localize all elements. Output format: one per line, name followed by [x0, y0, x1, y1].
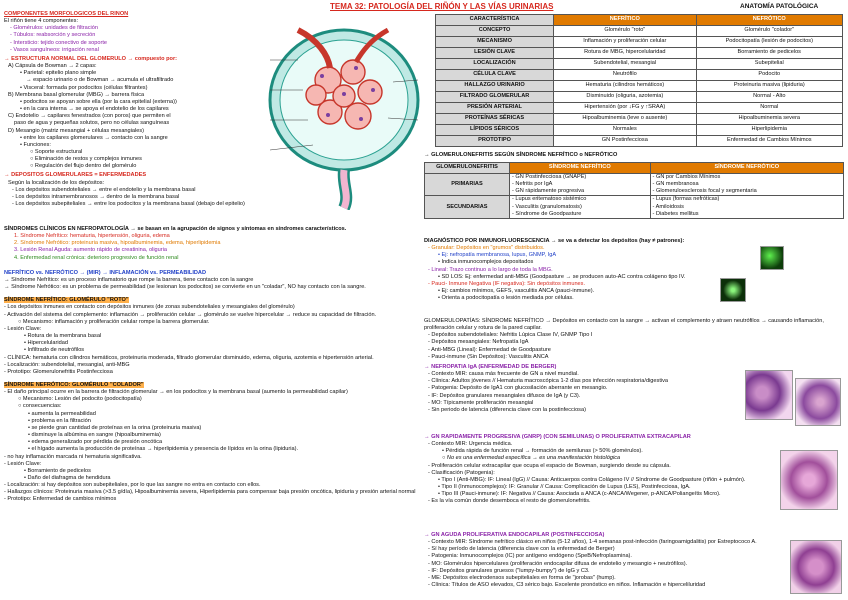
table-row — [436, 37, 843, 48]
text-line: • Daño del diafragma de hendidura — [24, 475, 111, 481]
text-line: D) Mesangio (matriz mesangial + células mesangiales) — [8, 127, 145, 134]
text-line: • Parietal: epitelio plano simple — [20, 70, 97, 77]
table-cell: PROTOTIPO — [436, 136, 554, 147]
table-row — [436, 70, 843, 81]
table-row — [436, 59, 843, 70]
subject-label: ANATOMÍA PATOLÓGICA — [740, 3, 819, 10]
table-cell: Neutrófilo — [554, 70, 696, 81]
list-item: - Lupus eritematoso sistémico — [512, 196, 587, 203]
if-granular-image — [760, 246, 784, 270]
table-cell — [650, 196, 843, 218]
text-line: • aumenta la permeabilidad — [28, 410, 96, 417]
list-item: - GN membranosa — [652, 181, 699, 188]
text-line: ○ Soporte estructural — [30, 148, 83, 155]
text-line: - Lesión Clave: — [4, 325, 42, 332]
text-line: - Localización: si hay depósitos son subepiteliales, por lo que las sangre no entra en contacto con ellos. — [4, 482, 261, 489]
table-cell: MECANISMO — [436, 37, 554, 48]
text-line: • Hipercelularidad — [24, 340, 68, 347]
text-line: • edema generalizado por pérdida de presión oncótica — [28, 439, 163, 446]
text-line: • se pierde gran cantidad de proteínas en la orina (proteinuria masiva) — [28, 424, 202, 431]
glomerulopathies-section — [424, 318, 844, 361]
text-line: - Prototipo: Glomerulonefritis Postinfecciosa — [4, 368, 113, 375]
text-line: - Intersticio: tejido conectivo de soporte — [10, 39, 108, 46]
text-line: → Síndrome Nefrótico: es un problema de permeabilidad (se lesionan los podocitos) se convierte en un "coladar", NO hay contacto con la sangre. — [4, 284, 366, 291]
table-cell: CONCEPTO — [436, 26, 554, 37]
text-line: - Pauci- Inmune Negativa (IF negativa): Sin depósitos inmunes. — [428, 280, 586, 287]
text-line: • Ej: nefropatía membranosa, lupus, GNMP, IgA — [438, 252, 557, 259]
table-row — [436, 48, 843, 59]
if-linear-image — [720, 278, 746, 302]
text-line: ○ consecuencias: — [18, 403, 62, 410]
table-row — [436, 81, 843, 92]
immunofluorescence-section — [424, 238, 754, 302]
text-line: - Depósitos mesangiales: Nefropatía IgA — [428, 339, 529, 346]
text-line: - no hay inflamación marcada ni hematuria significativa. — [4, 453, 142, 460]
text-line: • Funciones: — [20, 141, 51, 148]
text-line: Según la localización de los depósitos: — [8, 179, 105, 186]
text-line: ○ No es una enfermedad específica → es una manifestación histológica — [442, 455, 621, 462]
text-line: - Los depósitos subendoteliales → entre el endotelio y la membrana basal — [12, 186, 196, 193]
table-cell: Hiperlipidemia — [696, 125, 842, 136]
text-line: - Lesión Clave: — [4, 460, 42, 467]
table-cell: Subendotelial, mesangial — [554, 59, 696, 70]
glomerulus-illustration — [258, 20, 430, 210]
table-cell: Normal — [696, 103, 842, 114]
table-header-cell: SÍNDROME NEFRÍTICO — [510, 163, 651, 174]
text-line: • Tipo III (Pauci-inmune): IF: Negativa // Causa: Asociada a ANCA (c-ANCA/Wegener, p-ANCA/Poliangeítis Micro). — [438, 491, 721, 498]
list-item: - GN Postinfecciosa (GNAPE) — [512, 174, 587, 180]
section-heading-components: COMPONENTES MORFOLÓGICOS DEL RIÑÓN — [4, 11, 129, 17]
table-header-cell: SÍNDROME NEFRÓTICO — [650, 163, 843, 174]
table-cell: Proteinuria masiva (lipiduria) — [696, 81, 842, 92]
text-line: - Pauci-inmune (Sin Depósitos): Vasculitis ANCA — [428, 353, 549, 360]
text-line: - Localización: subendotelial, mesangial, anti-MBG — [4, 361, 130, 368]
table-row-label: PRIMARIAS — [425, 174, 510, 196]
text-line: - Patogenia: Inmunocomplejos (IC) por antígeno endógeno (SpeB/Nefroplasmina). — [428, 553, 632, 560]
text-line: • Orienta a podocitopatía o lesión mediada por células. — [438, 295, 574, 302]
text-line: - Los depósitos inmunes en contacto con depósitos inmunes (de zonas subendoteliales y mesangiales del glomérulo) — [4, 304, 295, 311]
comparison-table — [435, 14, 843, 147]
section-heading-postinfectious: → GN AGUDA PROLIFERATIVA ENDOCAPILAR (POSTINFECCIOSA) — [424, 532, 605, 538]
iga-section — [424, 364, 740, 414]
text-line: - Granular: Depósitos en "grumos" distribuidos. — [428, 245, 545, 252]
left-lower-column — [4, 226, 420, 504]
section-heading-iga: → NEFROPATÍA IgA (ENFERMEDAD DE BERGER) — [424, 364, 557, 370]
text-line: B) Membrana basal glomerular (MBG) → barrera física — [8, 91, 145, 98]
table-cell: Inflamación y proliferación celular — [554, 37, 696, 48]
table-cell — [510, 174, 651, 196]
text-line: • entre los capilares glomerulares → contacto con la sangre — [20, 134, 168, 141]
left-column — [4, 11, 252, 208]
text-line: → Síndrome Nefrítico: es un proceso inflamatorio que rompe la barrera, tiene contacto con la sangre — [4, 276, 254, 283]
text-line: - ME: Depósitos electrodensos subepiteliales en forma de "jorobas" (hump). — [428, 574, 616, 581]
postinfectious-histology-image — [790, 540, 842, 594]
table-row — [436, 136, 843, 147]
table-row-label: SECUNDARIAS — [425, 196, 510, 218]
text-line: - Anti-MBG (Lineal): Enfermedad de Goodpasture — [428, 346, 551, 353]
list-item: - Amiloidosis — [652, 203, 684, 210]
table-header-cell: CARACTERÍSTICA — [436, 15, 554, 26]
text-line: - Glomérulos: unidades de filtración — [10, 25, 98, 32]
iga-histology-image-2 — [795, 378, 841, 426]
text-line: - Contexto MIR: Urgencia médica. — [428, 441, 513, 448]
section-heading-glomerulopathies: GLOMERULOPATÍAS: SÍNDROME NEFRÍTICO → Depósitos en contacto con la sangre → activan el complemento y atraen neutrófilos → causando inflamación, proliferación celular y rotura de la pared capilar. — [424, 318, 824, 332]
text-line: paso de agua y pequeñas solutos, pero no células sanguíneas — [14, 120, 170, 127]
text-line: - Los depósitos intramembranosos → dentro de la membrana basal — [12, 193, 180, 200]
table-row — [436, 114, 843, 125]
text-line: → espacio urinario o de Bowman → acumula el ultrafiltrado — [26, 77, 174, 84]
section-heading-nefrotico: SÍNDROME NEFRÓTICO: GLOMÉRULO "COLADOR" — [4, 381, 144, 388]
table-cell: FILTRADO GLOMERULAR — [436, 92, 554, 103]
iga-histology-image-1 — [745, 370, 793, 420]
section-heading-nefritico-vs-nefrotico: NEFRÍTICO vs. NEFRÓTICO → (MIR) → INFLAMACIÓN vs. PERMEABILIDAD — [4, 269, 207, 276]
table-header-cell: NEFRÍTICO — [554, 15, 696, 26]
text-line: - Patogenia: Depósito de IgA1 con glucosilación aberrante en mesangio. — [428, 385, 608, 392]
table-cell: GN Postinfecciosa — [554, 136, 696, 147]
list-item: - Diabetes mellitus — [652, 210, 699, 217]
table-cell: Disminuido (oliguria, azotemia) — [554, 92, 696, 103]
section-heading-nefritico: SÍNDROME NEFRÍTICO: GLOMÉRULO "ROTO" — [4, 297, 129, 304]
section-heading-deposits: → DEPÓSITOS GLOMERULARES = ENFERMEDADES — [4, 172, 147, 179]
postinfectious-section — [424, 532, 844, 589]
text-line: C) Endotelio → capilares fenestrados (con poros) que permiten el — [8, 113, 171, 120]
table-cell: LESIÓN CLAVE — [436, 48, 554, 59]
list-item: - Glomeruloesclerosis focal y segmentaria — [652, 188, 757, 195]
text-line: - Proliferación celular extracapilar que ocupa el espacio de Bowman, surgiendo desde su cápsula. — [428, 462, 671, 469]
table-row — [436, 103, 843, 114]
text-line: - MO: Típicamente proliferación mesangial — [428, 399, 534, 406]
table-row — [436, 125, 843, 136]
table-header-cell: NEFRÓTICO — [696, 15, 842, 26]
text-line: • Rotura de la membrana basal — [24, 333, 102, 340]
text-line: 3. Lesión Renal Aguda: aumento rápido de creatinina, oliguria — [14, 247, 168, 254]
table-cell: Borramiento de pedicelos — [696, 48, 842, 59]
text-line: A) Cápsula de Bowman → 2 capas: — [8, 63, 97, 70]
table-cell: Glomérulo "roto" — [554, 26, 696, 37]
list-item: - Síndrome de Goodpasture — [512, 210, 582, 217]
table-cell — [510, 196, 651, 218]
text-line: • en la cara interna → se apoya el endotelio de los capilares — [20, 106, 169, 113]
table-cell: Podocito — [696, 70, 842, 81]
text-line: • problema en la filtración — [28, 417, 91, 424]
text-line: - Clasificación (Patogenia): — [428, 469, 495, 476]
text-line: - Túbulos: reabsorción y secreción — [10, 32, 96, 39]
text-line: • Infiltrado de neutrófilos — [24, 347, 85, 354]
table-cell: HALLAZGO URINARIO — [436, 81, 554, 92]
table-header-cell: GLOMERULONEFRITIS — [425, 163, 510, 174]
classification-table — [424, 162, 844, 219]
text-line: ○ Mecanismo: inflamación y proliferación celular rompe la barrera glomerular. — [18, 318, 210, 325]
text-line: - Los depósitos subepiteliales → entre los podocitos y la membrana basal (debajo del epitelio) — [12, 201, 245, 208]
list-item: - Vasculitis (granulomatosis) — [512, 203, 582, 210]
text-line: • Borramiento de pedicelos — [24, 467, 91, 474]
table-cell: Normal - Alto — [696, 92, 842, 103]
text-line: - Clínica: Adultos jóvenes // Hematuria macroscópica 1-2 días pos infección respiratoria/digestiva — [428, 378, 669, 385]
gnrp-histology-image — [780, 450, 838, 510]
text-line: ○ Regulación del flujo dentro del glomérulo — [30, 163, 137, 170]
section-heading-glomerulus: → ESTRUCTURA NORMAL DEL GLOMÉRULO → compuesto por: — [4, 55, 177, 62]
text-line: • disminuye la albúmina en sangre (hipoalbuminemia) — [28, 432, 161, 439]
text-line: • Pérdida rápida de función renal → formación de semilunas (> 50% glomérulos). — [442, 448, 643, 455]
list-item: - GN por Cambios Mínimos — [652, 174, 721, 180]
text-line: - Sin periodo de latencia (diferencia clave con la postinfecciosa) — [428, 406, 586, 413]
table-cell: LÍPIDOS SÉRICOS — [436, 125, 554, 136]
section-heading-syndromes: SÍNDROMES CLÍNICOS EN NEFROPATOLOGÍA → se basan en la agrupación de signos y síntomas en síndromes característicos. — [4, 226, 347, 232]
text-line: • Visceral: formada por podocitos (células filtrantes) — [20, 84, 148, 91]
table-cell: Podocitopatía (lesión de podocitos) — [696, 37, 842, 48]
text-line: • Tipo II (Inmunocomplejos): IF: Granular // Causa: Complicación de Lupus (LES), Postinfecciosa, IgA. — [438, 484, 691, 491]
text-line: ○ Mecanismo: Lesión del podocito (podocitopatía) — [18, 396, 142, 403]
table-cell: PROTEÍNAS SÉRICAS — [436, 114, 554, 125]
text-line: - Prototipo: Enfermedad de cambios mínimos — [4, 496, 117, 503]
text-line: • Indica inmunocomplejos depositados — [438, 259, 534, 266]
list-item: - Nefritis por IgA — [512, 181, 553, 188]
table-cell: Hipoalbuminemia severa — [696, 114, 842, 125]
table-row — [436, 26, 843, 37]
text-line: - Contexto MIR: Síndrome nefrítico clásico en niños (5-12 años), 1-4 semanas post-infección (faringoamigdalitis) por Estreptococo A. — [428, 539, 757, 546]
text-line: • el hígado aumenta la producción de proteínas → hiperlipidemia y presencia de lípidos en la orina (lipiduria). — [28, 446, 298, 453]
text-line: 2. Síndrome Nefrótico: proteinuria masiva, hipoalbuminemia, edema, hiperlipidemia — [14, 240, 221, 247]
text-line: - Activación del sistema del complemento: inflamación → proliferación celular → glomérulo se vuelve hipercelular → reduce su capacidad de filtración. — [4, 311, 377, 318]
text-line: • podocitos se apoyan sobre ella (por la cara epitelial (externa)) — [20, 98, 177, 105]
text-line: ○ Eliminación de restos y complejos inmunes — [30, 156, 142, 163]
text-line: - Lineal: Trazo continuo a lo largo de toda la MBG. — [428, 266, 553, 273]
text-line: - IF: Depósitos granulares mesangiales difusos de IgA (y C3). — [428, 392, 581, 399]
table-cell: Normales — [554, 125, 696, 136]
list-item: - GN rápidamente progresiva — [512, 188, 585, 195]
text-line: - Clínica: Títulos de ASO elevados, C3 sérico bajo. Excelente pronóstico en niños. Inflamación e hiperceliluridad — [428, 582, 706, 589]
list-item: - Lupus (formas nefróticas) — [652, 196, 720, 203]
text-line: 4. Enfermedad renal crónica: deterioro progresivo de función renal — [14, 254, 179, 261]
table-cell: Hipoalbuminemia (leve o ausente) — [554, 114, 696, 125]
table-cell: Rotura de MBG, hipercelularidad — [554, 48, 696, 59]
text-line: - Hallazgos clínicos: Proteinuria masiva (>3.5 g/día), Hipoalbuminemia severa, Hiperlipidemia para compensar baja presión oncótica, lipiduria y presión arterial normal — [4, 489, 416, 496]
text-line: - IF: Depósitos granulares gruesos ("lumpy-bumpy") de IgG y C3. — [428, 567, 590, 574]
table-cell: CÉLULA CLAVE — [436, 70, 554, 81]
text-line: - Contexto MIR: causa más frecuente de GN a nivel mundial. — [428, 371, 579, 378]
classification-heading: → GLOMERULONEFRITIS SEGÚN SÍNDROME NEFRÍTICO o NEFRÓTICO — [424, 152, 618, 158]
table-cell: Hematuria (cilindros hemáticos) — [554, 81, 696, 92]
table-cell: Enfermedad de Cambios Mínimos — [696, 136, 842, 147]
table-cell: LOCALIZACIÓN — [436, 59, 554, 70]
table-cell: Subepitelial — [696, 59, 842, 70]
table-row — [436, 92, 843, 103]
text-line: El riñón tiene 4 componentes: — [4, 18, 79, 25]
text-line: 1. Síndrome Nefrítico: hematuria, hipertensión, oliguria, edema — [14, 233, 170, 240]
text-line: - MO: Glomérulos hipercelulares (proliferación endocapilar difusa de endotelio y mesangio + neutrófilos). — [428, 560, 688, 567]
text-line: - Depósitos subendoteliales: Nefritis Lúpica Clase IV, GNMP Tipo I — [428, 332, 593, 339]
section-heading-if: DIAGNÓSTICO POR INMUNOFLUORESCENCIA → se va a detectar los depósitos (hay ≠ patrones): — [424, 238, 685, 244]
page-title: TEMA 32: PATOLOGÍA DEL RIÑÓN Y LAS VÍAS URINARIAS — [330, 2, 554, 11]
text-line: • Ej: cambios mínimos, GEFS, vasculitis ANCA (pauci-inmune). — [438, 288, 595, 295]
table-cell: PRESIÓN ARTERIAL — [436, 103, 554, 114]
text-line: - El daño principal ocurre en la barrera de filtración glomerular → en los podocitos y la membrana basal (aumento la permeabilidad capilar) — [4, 389, 348, 396]
text-line: - Es la vía común donde desemboca el resto de glomerulonefritis. — [428, 498, 591, 505]
section-heading-gnrp: → GN RÁPIDAMENTE PROGRESIVA (GNRP) (CON SEMILUNAS) O PROLIFERATIVA EXTRACAPILAR — [424, 434, 691, 440]
text-line: - CLÍNICA: hematuria con cilindros hemáticos, proteinuria moderada, filtrado glomerular disminuido, edema, oliguria, azotemia e hipertensión arterial. — [4, 354, 374, 361]
table-cell: Glomérulo "colador" — [696, 26, 842, 37]
table-cell — [650, 174, 843, 196]
text-line: • Tipo I (Anti-MBG): IF: Lineal (IgG) // Causa: Anticuerpos contra Colágeno IV // Síndrome de Goodpasture (riñón + pulmón). — [438, 476, 746, 483]
text-line: • SD LOS: Ej: enfermedad anti-MBG (Goodpasture → se producen auto-AC contra colágeno tipo IV. — [438, 273, 686, 280]
text-line: - Vasos sanguíneos: irrigación renal — [10, 46, 99, 53]
text-line: - Sí hay período de latencia (diferencia clave con la enfermedad de Berger) — [428, 546, 615, 553]
table-cell: Hipertensión (por ↓FG y ↑SRAA) — [554, 103, 696, 114]
